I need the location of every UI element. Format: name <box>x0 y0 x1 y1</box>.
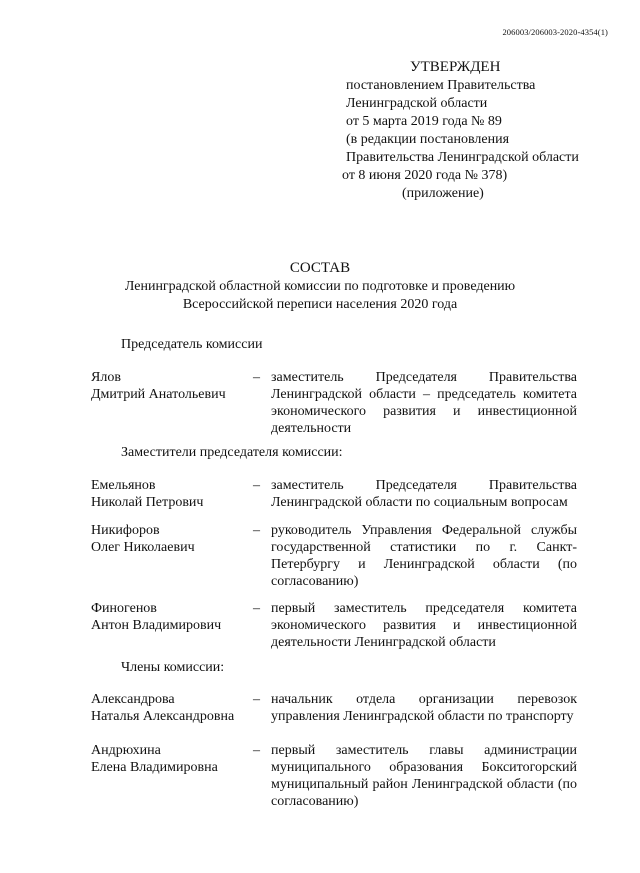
section-chair: Председатель комиссии <box>121 337 263 352</box>
approval-title: УТВЕРЖДЕН <box>410 59 501 75</box>
member-surname: Андрюхина <box>91 743 161 758</box>
document-id: 206003/206003-2020-4354(1) <box>502 27 608 37</box>
member-name <box>91 600 261 634</box>
approval-annex: (приложение) <box>402 186 484 201</box>
dash: – <box>253 601 260 616</box>
member-name <box>91 691 261 725</box>
section-members: Члены комиссии: <box>121 660 225 675</box>
section-deputies: Заместители председателя комиссии: <box>121 445 343 460</box>
approval-line: Правительства Ленинградской области <box>346 150 579 165</box>
approval-line: от 5 марта 2019 года № 89 <box>346 114 502 129</box>
member-given-name: Олег Николаевич <box>91 540 195 555</box>
member-given-name: Наталья Александровна <box>91 709 235 724</box>
member-position: первый заместитель главы администрации муниципального образования Бокситогорский муниципальный район Ленинградской области (по согласованию) <box>271 743 577 809</box>
member-name <box>91 477 261 511</box>
dash: – <box>253 478 260 493</box>
approval-line: Ленинградской области <box>346 96 488 111</box>
member-surname: Финогенов <box>91 601 157 616</box>
member-surname: Александрова <box>91 692 175 707</box>
title-line: Ленинградской областной комиссии по подготовке и проведению <box>124 279 516 294</box>
approval-line: постановлением Правительства <box>346 78 536 93</box>
member-given-name: Николай Петрович <box>91 495 204 510</box>
member-surname: Емельянов <box>91 478 156 493</box>
member-position: руководитель Управления Федеральной службы государственной статистики по г. Санкт-Петербургу и Ленинградской области (по согласованию) <box>271 523 577 589</box>
dash: – <box>253 692 260 707</box>
member-position: начальник отдела организации перевозок управления Ленинградской области по транспорту <box>271 692 577 724</box>
member-given-name: Дмитрий Анатольевич <box>91 387 226 402</box>
member-position: первый заместитель председателя комитета экономического развития и инвестиционной деятельности Ленинградской области <box>271 601 577 650</box>
document-title <box>0 259 640 314</box>
member-name <box>91 742 261 776</box>
member-name <box>91 522 261 556</box>
title-main: СОСТАВ <box>289 260 351 276</box>
member-position: заместитель Председателя Правительства Ленинградской области – председатель комитета экономического развития и инвестиционной деятельности <box>271 370 577 436</box>
approval-stamp <box>342 58 579 203</box>
approval-line: от 8 июня 2020 года № 378) <box>342 168 508 183</box>
title-line: Всероссийской переписи населения 2020 года <box>182 297 458 312</box>
approval-line: (в редакции постановления <box>346 132 510 147</box>
member-given-name: Елена Владимировна <box>91 760 218 775</box>
member-surname: Никифоров <box>91 523 160 538</box>
member-surname: Ялов <box>91 370 121 385</box>
dash: – <box>253 743 260 758</box>
dash: – <box>253 370 260 385</box>
member-position: заместитель Председателя Правительства Ленинградской области по социальным вопросам <box>271 478 577 510</box>
dash: – <box>253 523 260 538</box>
member-given-name: Антон Владимирович <box>91 618 222 633</box>
member-name <box>91 369 261 403</box>
